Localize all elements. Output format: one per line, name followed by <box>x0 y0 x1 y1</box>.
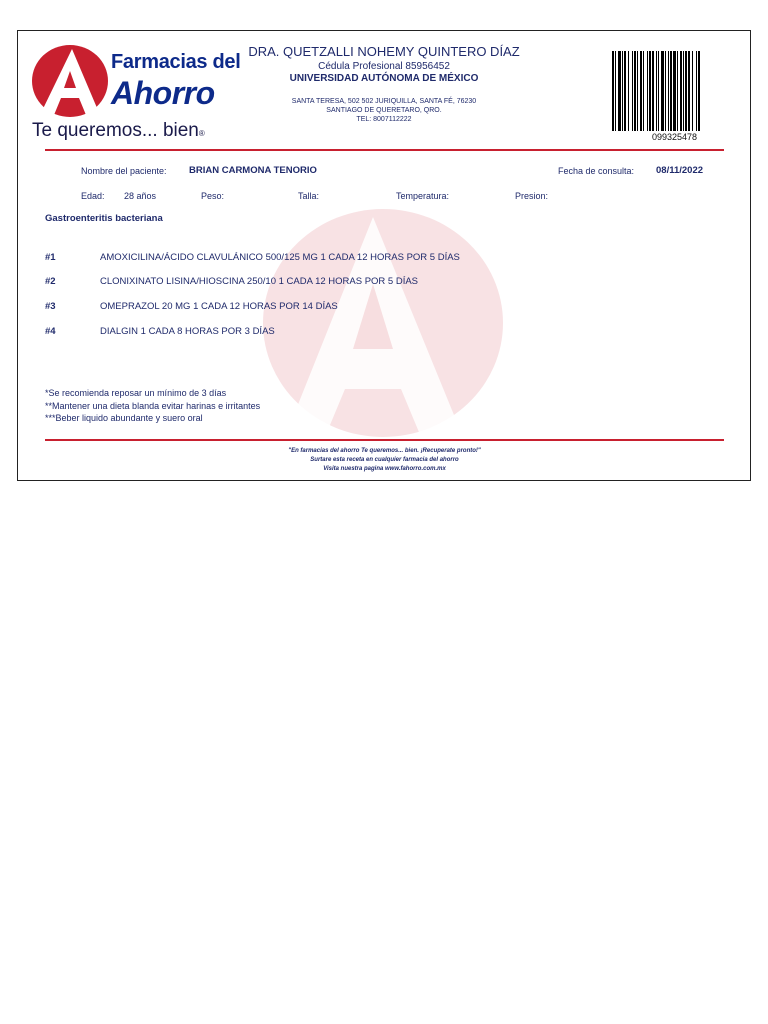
temperature-label: Temperatura: <box>396 191 450 201</box>
brand-slogan: Te queremos... bien® <box>32 120 205 141</box>
footer-line-2: Surtare esta receta en cualquier farmacia del ahorro <box>310 457 459 463</box>
prescription-number: #1 <box>45 252 56 263</box>
barcode <box>612 51 742 131</box>
prescription-number: #3 <box>45 301 56 312</box>
doctor-university: UNIVERSIDAD AUTÓNOMA DE MÉXICO <box>289 73 479 84</box>
note: **Mantener una dieta blanda evitar harinas e irritantes <box>45 401 261 411</box>
doctor-cedula: Cédula Profesional 85956452 <box>318 61 450 72</box>
brand-line-2: Ahorro <box>111 75 215 111</box>
prescription-text: CLONIXINATO LISINA/HIOSCINA 250/10 1 CADA 12 HORAS POR 5 DÍAS <box>100 276 419 287</box>
prescription-text: AMOXICILINA/ÁCIDO CLAVULÁNICO 500/125 MG 1 CADA 12 HORAS POR 5 DÍAS <box>100 252 460 263</box>
farmacias-del-ahorro-logo-icon <box>30 43 110 119</box>
prescription-number: #2 <box>45 276 56 287</box>
barcode-icon <box>612 51 742 131</box>
patient-name: BRIAN CARMONA TENORIO <box>189 165 317 176</box>
header-divider <box>45 149 724 151</box>
consult-date-label: Fecha de consulta: <box>558 166 635 176</box>
doctor-phone: TEL: 8007112222 <box>356 116 412 123</box>
age-label: Edad: <box>81 191 105 201</box>
doctor-address-1: SANTA TERESA, 502 502 JURIQUILLA, SANTA FÉ, 76230 <box>291 98 477 105</box>
age-value: 28 años <box>124 191 157 201</box>
consult-date: 08/11/2022 <box>656 165 704 176</box>
height-label: Talla: <box>298 191 320 201</box>
diagnosis: Gastroenteritis bacteriana <box>45 213 163 224</box>
pressure-label: Presion: <box>515 191 549 201</box>
barcode-number: 099325478 <box>652 132 698 142</box>
patient-name-label: Nombre del paciente: <box>81 166 167 176</box>
watermark-logo-icon <box>253 199 513 447</box>
weight-label: Peso: <box>201 191 225 201</box>
prescription-text: OMEPRAZOL 20 MG 1 CADA 12 HORAS POR 14 DÍAS <box>100 301 338 312</box>
note: *Se recomienda reposar un mínimo de 3 días <box>45 388 227 398</box>
prescription-text: DIALGIN 1 CADA 8 HORAS POR 3 DÍAS <box>100 326 275 337</box>
footer-line-3: Visita nuestra pagina www.fahorro.com.mx <box>323 466 446 472</box>
prescription-card <box>17 30 751 481</box>
prescription-number: #4 <box>45 326 56 337</box>
doctor-name: DRA. QUETZALLI NOHEMY QUINTERO DÍAZ <box>248 44 520 59</box>
footer-line-1: "En farmacias del ahorro Te queremos... bien. ¡Recuperate pronto!" <box>288 448 481 454</box>
brand-line-1: Farmacias del <box>111 51 241 73</box>
doctor-address-2: SANTIAGO DE QUERETARO, QRO. <box>326 107 442 114</box>
note: ***Beber liquido abundante y suero oral <box>45 413 203 423</box>
footer-divider <box>45 439 724 441</box>
